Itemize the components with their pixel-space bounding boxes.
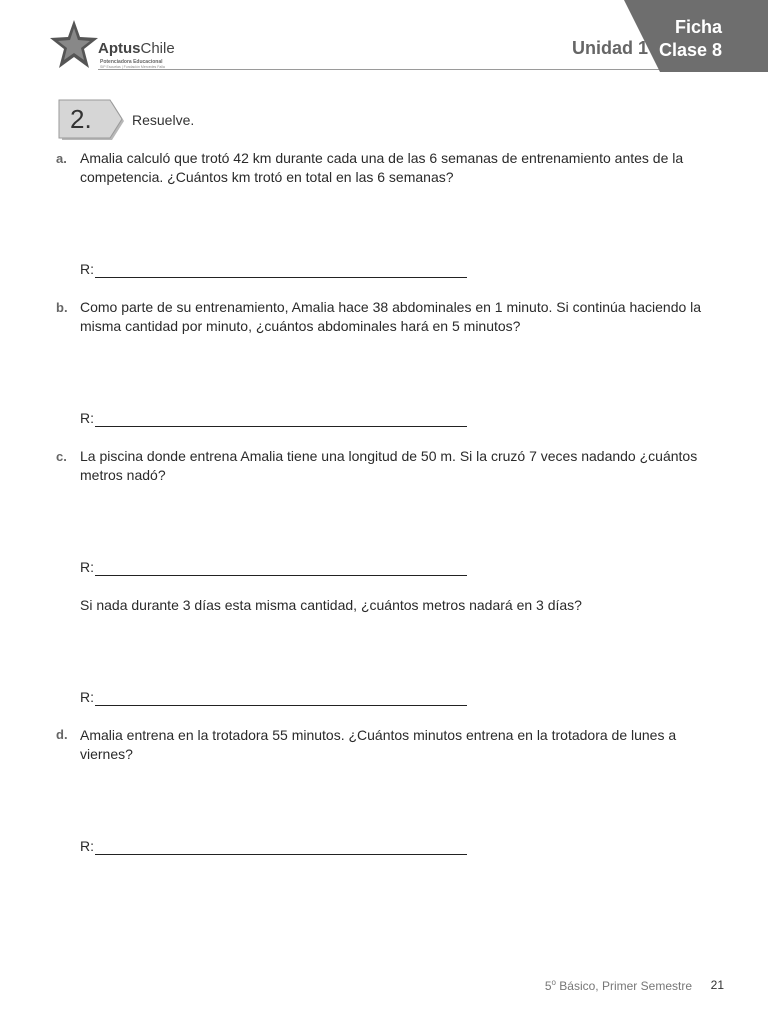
question-d-text: Amalia entrena en la trotadora 55 minutos. ¿Cuántos minutos entrena en la trotadora de lunes a viernes? <box>80 727 677 762</box>
question-b-letter: b. <box>56 300 68 315</box>
question-c-followup: Si nada durante 3 días esta misma cantidad, ¿cuántos metros nadará en 3 días? <box>80 597 582 613</box>
answer-label: R: <box>80 410 94 426</box>
logo-tagline: Potenciadora Educacional <box>100 59 163 65</box>
answer-label: R: <box>80 838 94 854</box>
question-c-letter: c. <box>56 449 67 464</box>
header-divider <box>98 69 668 70</box>
class-number: Clase 8 <box>658 40 722 60</box>
course-label: 5$^o$ Básico, Primer Semestre <box>544 978 692 993</box>
answer-label: R: <box>80 559 94 575</box>
answer-line-d[interactable] <box>80 838 470 860</box>
logo-wordmark: AptusChile <box>98 40 175 57</box>
question-a-text: Amalia calculó que trotó 42 km durante cada una de las 6 semanas de entrenamiento antes de la competencia. ¿Cuántos km trotó en total en las 6 semanas? <box>80 150 684 185</box>
page-number: 21 <box>710 978 724 992</box>
answer-line-c1[interactable] <box>80 559 470 581</box>
unit-label: Unidad 1 <box>572 38 649 58</box>
answer-underline <box>95 705 467 706</box>
answer-line-a[interactable] <box>80 261 470 283</box>
answer-underline <box>95 426 467 427</box>
answer-label: R: <box>80 261 94 277</box>
exercise-number-badge <box>56 98 126 144</box>
sheet-tab <box>624 0 768 72</box>
answer-line-b[interactable] <box>80 410 470 432</box>
logo-subtagline: SIP Escuelas | Fundación Mercedes Falla <box>100 65 165 69</box>
star-icon <box>50 20 98 70</box>
answer-label: R: <box>80 689 94 705</box>
answer-underline <box>95 854 467 855</box>
answer-line-c2[interactable] <box>80 689 470 711</box>
exercise-instruction: Resuelve. <box>132 112 195 128</box>
question-b-text: Como parte de su entrenamiento, Amalia hace 38 abdominales en 1 minuto. Si continúa haciendo la misma cantidad por minuto, ¿cuántos abdominales hará en 5 minutos? <box>80 299 702 334</box>
question-d-letter: d. <box>56 727 68 742</box>
answer-underline <box>95 277 467 278</box>
question-c-text: La piscina donde entrena Amalia tiene una longitud de 50 m. Si la cruzó 7 veces nadando ¿cuántos metros nadó? <box>80 448 698 483</box>
exercise-number: 2. <box>70 104 92 134</box>
answer-underline <box>95 575 467 576</box>
question-a-letter: a. <box>56 151 67 166</box>
aptus-logo <box>50 20 190 74</box>
sheet-title: Ficha <box>674 17 722 37</box>
